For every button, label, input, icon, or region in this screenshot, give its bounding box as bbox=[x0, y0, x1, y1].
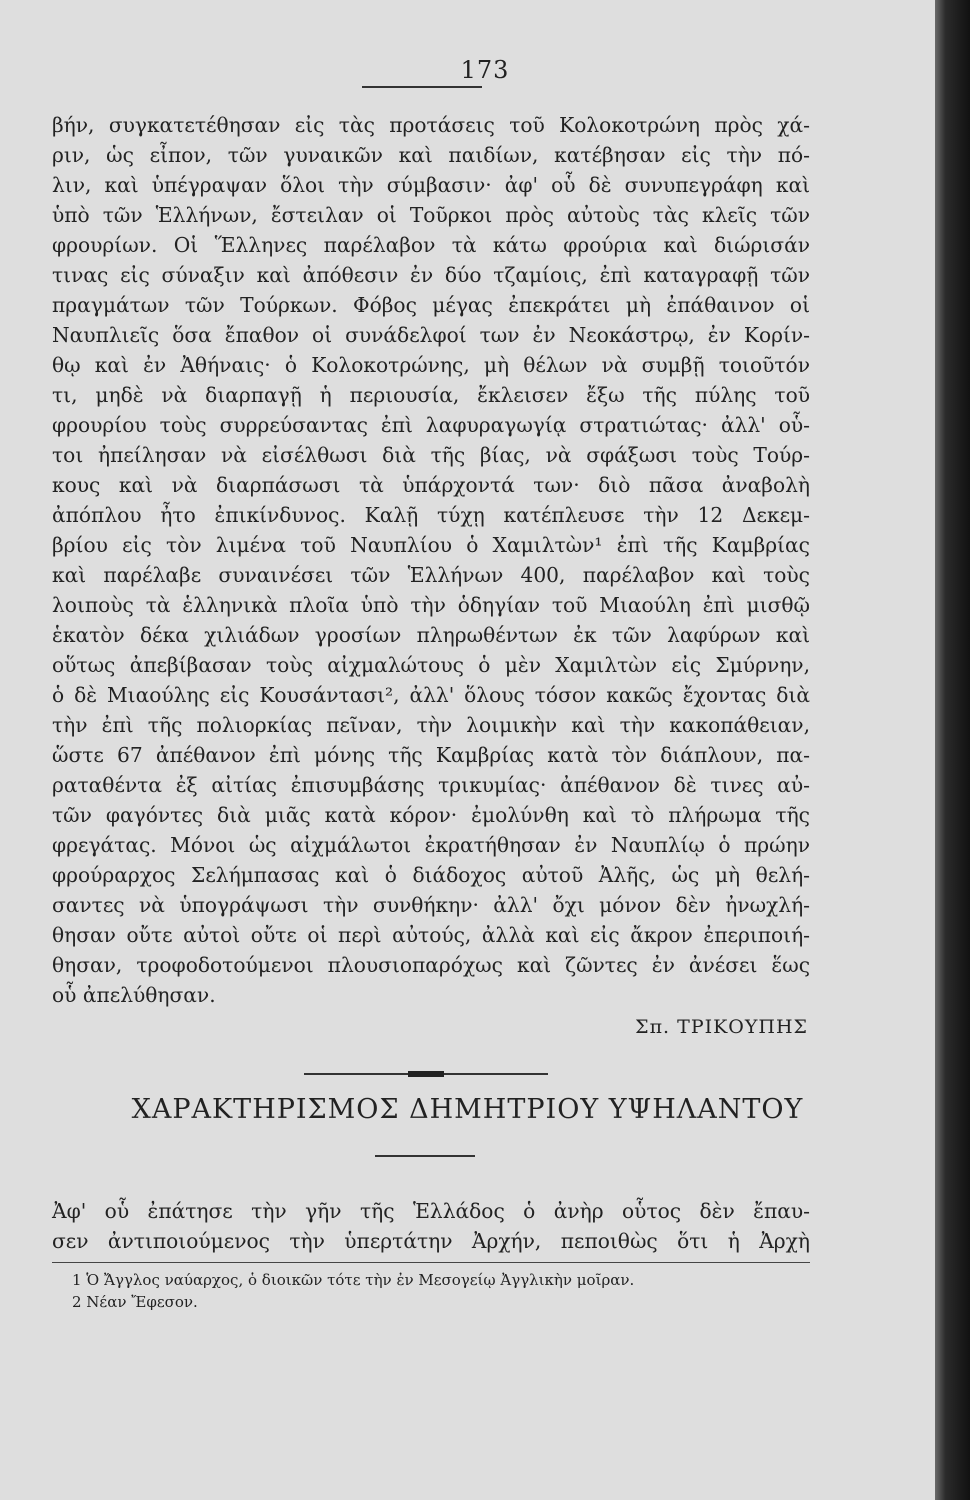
text-line: φρούραρχος Σελήμπασας καὶ ὁ διάδοχος αὐτοῦ Ἀλῆς, ὡς μὴ θελή- bbox=[52, 863, 810, 887]
text-line: λοιποὺς τὰ ἑλληνικὰ πλοῖα ὑπὸ τὴν ὁδηγίαν τοῦ Μιαούλη ἐπὶ μισθῷ bbox=[52, 593, 810, 617]
text-line: φρεγάτας. Μόνοι ὡς αἰχμάλωτοι ἐκρατήθησαν ἐν Ναυπλίῳ ὁ πρώην bbox=[52, 833, 810, 857]
text-line: Ναυπλιεῖς ὅσα ἔπαθον οἱ συνάδελφοί των ἐν Νεοκάστρῳ, ἐν Κορίν- bbox=[52, 323, 810, 347]
text-line: πραγμάτων τῶν Τούρκων. Φόβος μέγας ἐπεκράτει μὴ ἐπάθαινον οἱ bbox=[52, 293, 810, 317]
text-line: βήν, συγκατετέθησαν εἰς τὰς προτάσεις τοῦ Κολοκοτρώνη πρὸς χά- bbox=[52, 113, 810, 137]
text-line: τοι ἠπείλησαν νὰ εἰσέλθωσι διὰ τῆς βίας, νὰ σφάξωσι τοὺς Τούρ- bbox=[52, 443, 810, 467]
section-text bbox=[52, 1196, 810, 1256]
text-line: ριν, ὡς εἶπον, τῶν γυναικῶν καὶ παιδίων, κατέβησαν εἰς τὴν πό- bbox=[52, 143, 810, 167]
page-number: 173 bbox=[460, 56, 510, 84]
footnote-rule bbox=[52, 1262, 810, 1263]
text-line: καὶ παρέλαβε συναινέσει τῶν Ἑλλήνων 400, παρέλαβον καὶ τοὺς bbox=[52, 563, 810, 587]
section-heading: ΧΑΡΑΚΤΗΡΙΣΜΟΣ ΔΗΜΗΤΡΙΟΥ ΥΨΗΛΑΝΤΟΥ bbox=[131, 1094, 804, 1125]
text-line: ὥστε 67 ἀπέθανον ἐπὶ μόνης τῆς Καμβρίας κατὰ τὸν διάπλουν, πα- bbox=[52, 743, 810, 767]
page-number-rule bbox=[362, 86, 482, 88]
body-text bbox=[52, 110, 810, 1010]
author-signature: Σπ. ΤΡΙΚΟΥΠΗΣ bbox=[635, 1016, 808, 1038]
text-line: βρίου εἰς τὸν λιμένα τοῦ Ναυπλίου ὁ Χαμιλτὼν¹ ἐπὶ τῆς Καμβρίας bbox=[52, 533, 810, 557]
heading-rule bbox=[375, 1155, 475, 1157]
text-line: τῶν φαγόντες διὰ μιᾶς κατὰ κόρον· ἐμολύνθη καὶ τὸ πλήρωμα τῆς bbox=[52, 803, 810, 827]
text-line: ἑκατὸν δέκα χιλιάδων γροσίων πληρωθέντων ἐκ τῶν λαφύρων καὶ bbox=[52, 623, 810, 647]
text-line: φρουρίου τοὺς συρρεύσαντας ἐπὶ λαφυραγωγίᾳ στρατιώτας· ἀλλ' οὗ- bbox=[52, 413, 810, 437]
text-line: οὗ ἀπελύθησαν. bbox=[52, 983, 216, 1007]
text-line: θησαν, τροφοδοτούμενοι πλουσιοπαρόχως καὶ ζῶντες ἐν ἀνέσει ἕως bbox=[52, 953, 810, 977]
section-divider-ornament bbox=[408, 1071, 444, 1077]
text-line: σεν ἀντιποιούμενος τὴν ὑπερτάτην Ἀρχήν, πεποιθὼς ὅτι ἡ Ἀρχὴ bbox=[52, 1229, 810, 1253]
text-line: τι, μηδὲ νὰ διαρπαγῇ ἡ περιουσία, ἔκλεισεν ἔξω τῆς πύλης τοῦ bbox=[52, 383, 810, 407]
footnote: 1 Ὁ Ἄγγλος ναύαρχος, ὁ διοικῶν τότε τὴν ἐν Μεσογείῳ Ἀγγλικὴν μοῖραν. bbox=[72, 1271, 635, 1289]
page-edge-shadow bbox=[935, 0, 970, 1500]
text-line: ὁ δὲ Μιαούλης εἰς Κουσάντασι², ἀλλ' ὅλους τόσον κακῶς ἔχοντας διὰ bbox=[52, 683, 810, 707]
text-line: ὑπὸ τῶν Ἑλλήνων, ἔστειλαν οἱ Τοῦρκοι πρὸς αὐτοὺς τὰς κλεῖς τῶν bbox=[52, 203, 810, 227]
text-line: φρουρίων. Οἱ Ἕλληνες παρέλαβον τὰ κάτω φρούρια καὶ διώρισάν bbox=[52, 233, 810, 257]
text-line: λιν, καὶ ὑπέγραψαν ὅλοι τὴν σύμβασιν· ἀφ' οὗ δὲ συνυπεγράφη καὶ bbox=[52, 173, 810, 197]
text-line: Ἀφ' οὗ ἐπάτησε τὴν γῆν τῆς Ἑλλάδος ὁ ἀνὴρ οὗτος δὲν ἔπαυ- bbox=[52, 1199, 810, 1223]
text-line: ραταθέντα ἐξ αἰτίας ἐπισυμβάσης τρικυμίας· ἀπέθανον δὲ τινες αὐ- bbox=[52, 773, 810, 797]
text-line: οὕτως ἀπεβίβασαν τοὺς αἰχμαλώτους ὁ μὲν Χαμιλτὼν εἰς Σμύρνην, bbox=[52, 653, 810, 677]
footnotes bbox=[72, 1269, 812, 1313]
footnote: 2 Νέαν Ἔφεσον. bbox=[72, 1293, 198, 1311]
text-line: κους καὶ νὰ διαρπάσωσι τὰ ὑπάρχοντά των· διὸ πᾶσα ἀναβολὴ bbox=[52, 473, 810, 497]
text-line: τὴν ἐπὶ τῆς πολιορκίας πεῖναν, τὴν λοιμικὴν καὶ τὴν κακοπάθειαν, bbox=[52, 713, 810, 737]
text-line: τινας εἰς σύναξιν καὶ ἀπόθεσιν ἐν δύο τζαμίοις, ἐπὶ καταγραφῇ τῶν bbox=[52, 263, 810, 287]
text-line: θῳ καὶ ἐν Ἀθήναις· ὁ Κολοκοτρώνης, μὴ θέλων νὰ συμβῇ τοιοῦτόν bbox=[52, 353, 810, 377]
text-line: ἀπόπλου ἦτο ἐπικίνδυνος. Καλῇ τύχῃ κατέπλευσε τὴν 12 Δεκεμ- bbox=[52, 503, 810, 527]
text-line: θησαν οὔτε αὐτοὶ οὔτε οἱ περὶ αὐτούς, ἀλλὰ καὶ εἰς ἄκρον ἐπεριποιή- bbox=[52, 923, 810, 947]
text-line: σαντες νὰ ὑπογράψωσι τὴν συνθήκην· ἀλλ' ὄχι μόνον δὲν ἠνωχλή- bbox=[52, 893, 810, 917]
